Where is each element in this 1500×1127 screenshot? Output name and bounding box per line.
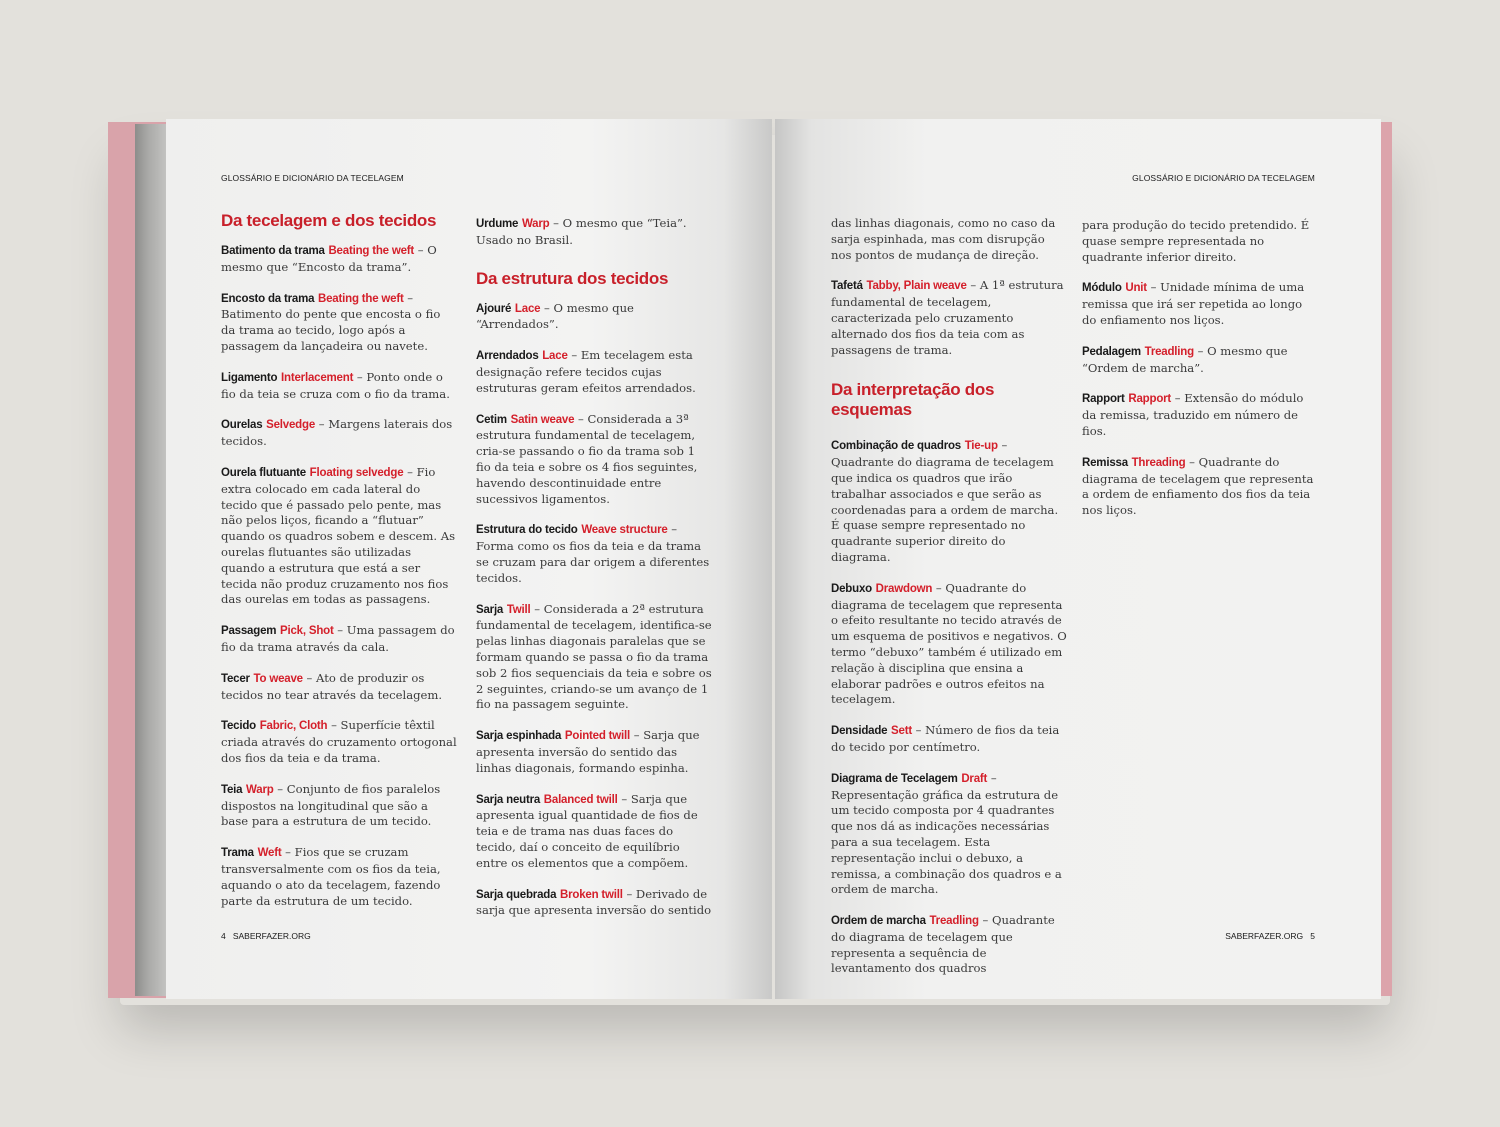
entry-translation: Lace: [542, 350, 568, 363]
entry-term: Tecer: [221, 672, 250, 685]
entry-term: Diagrama de Tecelagem: [831, 772, 958, 785]
entry-term: Ourelas: [221, 419, 263, 432]
entry-definition: – Quadrante do diagrama de tecelagem que representa o efeito resultante no tecido através de um esquema de positivos e negativos. O termo “debuxo” também é utilizado em relação à disciplina que ensina a elaborar padrões e outros efeitos na tecelagem.: [831, 580, 1067, 707]
entry-definition: – Número de fios da teia do tecido por centímetro.: [831, 723, 1060, 754]
continued-text: das linhas diagonais, como no caso da sarja espinhada, mas com disrupção nos pontos de mudança de direção.: [831, 216, 1056, 262]
entry-term: Batimento da trama: [221, 245, 325, 257]
entry-list: [1082, 280, 1318, 519]
entry-term: Tecido: [221, 720, 257, 733]
footer-site: SABERFAZER.ORG: [1225, 931, 1304, 941]
running-header-left: GLOSSÁRIO E DICIONÁRIO DA TECELAGEM: [221, 173, 404, 183]
glossary-entry: [476, 887, 712, 920]
entry-translation: Selvedge: [266, 419, 316, 432]
entry-definition: – O mesmo que “Ordem de marcha”.: [1082, 343, 1288, 375]
glossary-entry: [476, 216, 712, 249]
entry-term: Estrutura do tecido: [476, 524, 578, 537]
entry-definition: – Derivado de sarja que apresenta inversão do sentido: [476, 886, 712, 918]
entry-translation: Pointed twill: [564, 730, 631, 743]
entry-term: Ligamento: [221, 371, 278, 384]
entry-definition: – Margens laterais dos tecidos.: [221, 417, 453, 449]
entry-definition: – O mesmo que “Encosto da trama”.: [221, 243, 437, 274]
entry-term: Pedalagem: [1082, 345, 1141, 358]
entry-translation: Fabric, Cloth: [259, 720, 328, 733]
entry-translation: Rapport: [1128, 393, 1172, 406]
entry-term: Teia: [221, 783, 243, 796]
entry-definition: – Quadrante do diagrama de tecelagem que indica os quadros que irão trabalhar associados e que serão as coordenadas para a ordem de marcha. É quase sempre representado no quadrante superior direito do diagrama.: [831, 438, 1059, 564]
entry-definition: – Batimento do pente que encosta o fio da trama ao tecido, logo após a passagem da lançadeira ou navete.: [221, 290, 441, 353]
entry-definition: – O mesmo que “Arrendados”.: [476, 300, 634, 332]
entry-term: Tafetá: [831, 280, 863, 293]
entry-translation: Pick, Shot: [280, 625, 334, 638]
entry-translation: Tie-up: [964, 440, 998, 453]
glossary-entry: [831, 581, 1067, 708]
section-title: Da tecelagem e dos tecidos: [221, 211, 437, 230]
glossary-entry: [221, 718, 457, 766]
entry-term: Ourela flutuante: [221, 466, 306, 479]
entry-translation: Unit: [1125, 282, 1147, 295]
entry-definition: – Unidade mínima de uma remissa que irá ser repetida ao longo do enfiamento nos liços.: [1082, 280, 1305, 327]
entry-definition: – Quadrante do diagrama de tecelagem que representa a sequência de levantamento dos quadros: [831, 913, 1055, 976]
entry-translation: Interlacement: [281, 371, 354, 384]
entry-definition: – O mesmo que “Teia”. Usado no Brasil.: [476, 216, 687, 247]
entry-term: Passagem: [221, 625, 277, 638]
entry-term: Remissa: [1082, 456, 1128, 469]
glossary-entry: [221, 243, 457, 276]
entry-term: Debuxo: [831, 582, 872, 595]
entry-translation: Draft: [961, 772, 988, 785]
entry-list: [221, 243, 457, 909]
entry-definition: – Extensão do módulo da remissa, traduzido em número de fios.: [1082, 391, 1304, 438]
glossary-entry: [831, 438, 1067, 565]
glossary-entry: [221, 417, 457, 450]
right-page: [775, 119, 1381, 999]
entry-term: Cetim: [476, 413, 507, 426]
column-1: [221, 211, 457, 924]
entry-definition: – Fios que se cruzam transversalmente com os fios da teia, aquando o ato da tecelagem, fazendo parte da estrutura de um tecido.: [221, 845, 441, 908]
entry-definition: – Sarja que apresenta inversão do sentido das linhas diagonais, formando espinha.: [476, 728, 700, 775]
entry-definition: – Fio extra colocado em cada lateral do tecido que é passado pelo pente, mas não pelos liços, ficando a “flutuar” quando os quadros sobem e descem. As ourelas flutuantes são utilizadas quando a estrutura que está a ser tecida não produz cruzamento nos fios das ourelas em todas as passagens.: [221, 464, 456, 607]
running-header-right: GLOSSÁRIO E DICIONÁRIO DA TECELAGEM: [1132, 173, 1315, 183]
entry-definition: – Quadrante do diagrama de tecelagem que representa a ordem de enfiamento dos fios da teia nos liços.: [1082, 454, 1314, 518]
entry-definition: – Sarja que apresenta igual quantidade de fios de teia e de trama nas duas faces do tecido, daí o conceito de equilíbrio entre os elementos que a compõem.: [476, 791, 698, 870]
glossary-entry: [476, 301, 712, 334]
section-title: Da interpretação dos esquemas: [831, 380, 995, 420]
entry-list: [831, 438, 1067, 977]
entry-term: Módulo: [1082, 282, 1122, 295]
entry-term: Rapport: [1082, 393, 1125, 406]
entry-translation: Drawdown: [875, 582, 933, 595]
glossary-entry: [221, 782, 457, 830]
column-4: [1082, 218, 1318, 534]
entry-definition: – Em tecelagem esta designação refere tecidos cujas estruturas geram efeitos arrendados.: [476, 348, 696, 395]
entry-translation: Sett: [891, 725, 912, 738]
entry-translation: Threading: [1131, 456, 1186, 469]
entry-term: Sarja: [476, 603, 504, 616]
entry-term: Sarja quebrada: [476, 888, 557, 901]
entry-term: Arrendados: [476, 350, 539, 363]
glossary-entry: [221, 291, 457, 355]
entry-list: [476, 301, 712, 920]
continued-text: para produção do tecido pretendido. É quase sempre representada no quadrante inferior direito.: [1082, 218, 1310, 264]
page-number: 5: [1310, 931, 1315, 941]
entry-definition: – Considerada a 2ª estrutura fundamental de tecelagem, identifica-se pelas linhas diagonais paralelas que se formam quando se passa o fio da trama sob 2 fios sequenciais da teia e sobre os 2 seguintes, criando-se um avanço de 1 fio na passagem seguinte.: [476, 601, 712, 712]
glossary-entry: [221, 845, 457, 909]
entry-translation: Warp: [521, 218, 550, 230]
page-number: 4: [221, 931, 226, 941]
page-stack-left: [135, 124, 167, 996]
entry-definition: – Considerada a 3ª estrutura fundamental de tecelagem, cria-se passando o fio da trama sob 1 fio da teia e sobre os 4 fios seguintes, havendo descontinuidade entre sucessivos ligamentos.: [476, 411, 698, 506]
entry-term: Encosto da trama: [221, 292, 315, 305]
entry-term: Ajouré: [476, 302, 512, 315]
entry-translation: Balanced twill: [543, 793, 618, 806]
entry-translation: Weave structure: [581, 524, 668, 537]
entry-translation: Beating the weft: [318, 292, 404, 305]
footer-site: SABERFAZER.ORG: [232, 931, 311, 941]
glossary-entry: [476, 792, 712, 872]
entry-translation: To weave: [253, 672, 303, 685]
glossary-entry: [221, 671, 457, 704]
entry-term: Sarja neutra: [476, 793, 541, 806]
entry-translation: Twill: [506, 603, 531, 616]
glossary-entry: [1082, 344, 1318, 377]
glossary-entry: [831, 771, 1067, 898]
glossary-entry: [476, 522, 712, 586]
entry-term: Ordem de marcha: [831, 915, 926, 928]
entry-translation: Treadling: [1144, 345, 1194, 358]
entry-term: Combinação de quadros: [831, 440, 961, 453]
column-3: [831, 216, 1067, 992]
entry-translation: Broken twill: [559, 888, 623, 901]
glossary-entry: [221, 623, 457, 656]
entry-definition: – Ato de produzir os tecidos no tear através da tecelagem.: [221, 670, 443, 702]
entry-definition: – Conjunto de fios paralelos dispostos na longitudinal que são a base para a estrutura de um tecido.: [221, 781, 441, 829]
entry-translation: Beating the weft: [328, 245, 415, 257]
entry-translation: Weft: [257, 847, 282, 860]
glossary-entry: [1082, 280, 1318, 328]
entry-definition: – Superfície têxtil criada através do cruzamento ortogonal dos fios da teia e da trama.: [221, 718, 457, 765]
entry-term: Trama: [221, 847, 254, 860]
entry-term: Densidade: [831, 725, 888, 738]
entry-translation: Lace: [514, 302, 541, 315]
column-2: [476, 216, 712, 934]
glossary-entry: [221, 370, 457, 403]
glossary-entry: [831, 723, 1067, 756]
glossary-entry: [1082, 391, 1318, 439]
glossary-entry: [476, 348, 712, 396]
glossary-entry: [221, 465, 457, 608]
footer-left: [221, 931, 311, 941]
glossary-entry: [476, 602, 712, 714]
entry-translation: Satin weave: [510, 413, 575, 426]
entry-definition: – Forma como os fios da teia e da trama se cruzam para dar origem a diferentes tecidos.: [476, 522, 710, 585]
glossary-entry: [476, 412, 712, 508]
entry-definition: – Uma passagem do fio da trama através da cala.: [221, 623, 455, 654]
entry-term: Urdume: [476, 218, 519, 230]
glossary-entry: [1082, 455, 1318, 519]
entry-term: Sarja espinhada: [476, 730, 562, 743]
glossary-entry: [831, 278, 1067, 358]
entry-translation: Treadling: [929, 915, 979, 928]
glossary-entry: [476, 728, 712, 776]
section-title: Da estrutura dos tecidos: [476, 268, 669, 288]
entry-translation: Tabby, Plain weave: [866, 280, 967, 293]
entry-translation: Warp: [246, 783, 274, 796]
left-page: [166, 119, 772, 999]
footer-right: [1225, 931, 1315, 941]
entry-definition: – Ponto onde o fio da teia se cruza com o fio da trama.: [221, 369, 450, 401]
glossary-entry: [831, 913, 1067, 977]
entry-translation: Floating selvedge: [309, 466, 404, 479]
entry-definition: – Representação gráfica da estrutura de um tecido composta por 4 quadrantes que nos dá as indicações necessárias para a sua tecelagem. Esta representação inclui o debuxo, a remissa, a combinação dos quadros e a ordem de marcha.: [831, 770, 1062, 897]
entry-definition: – A 1ª estrutura fundamental de tecelagem, caracterizada pelo cruzamento alternado dos fios da teia com as passagens de trama.: [831, 278, 1064, 357]
